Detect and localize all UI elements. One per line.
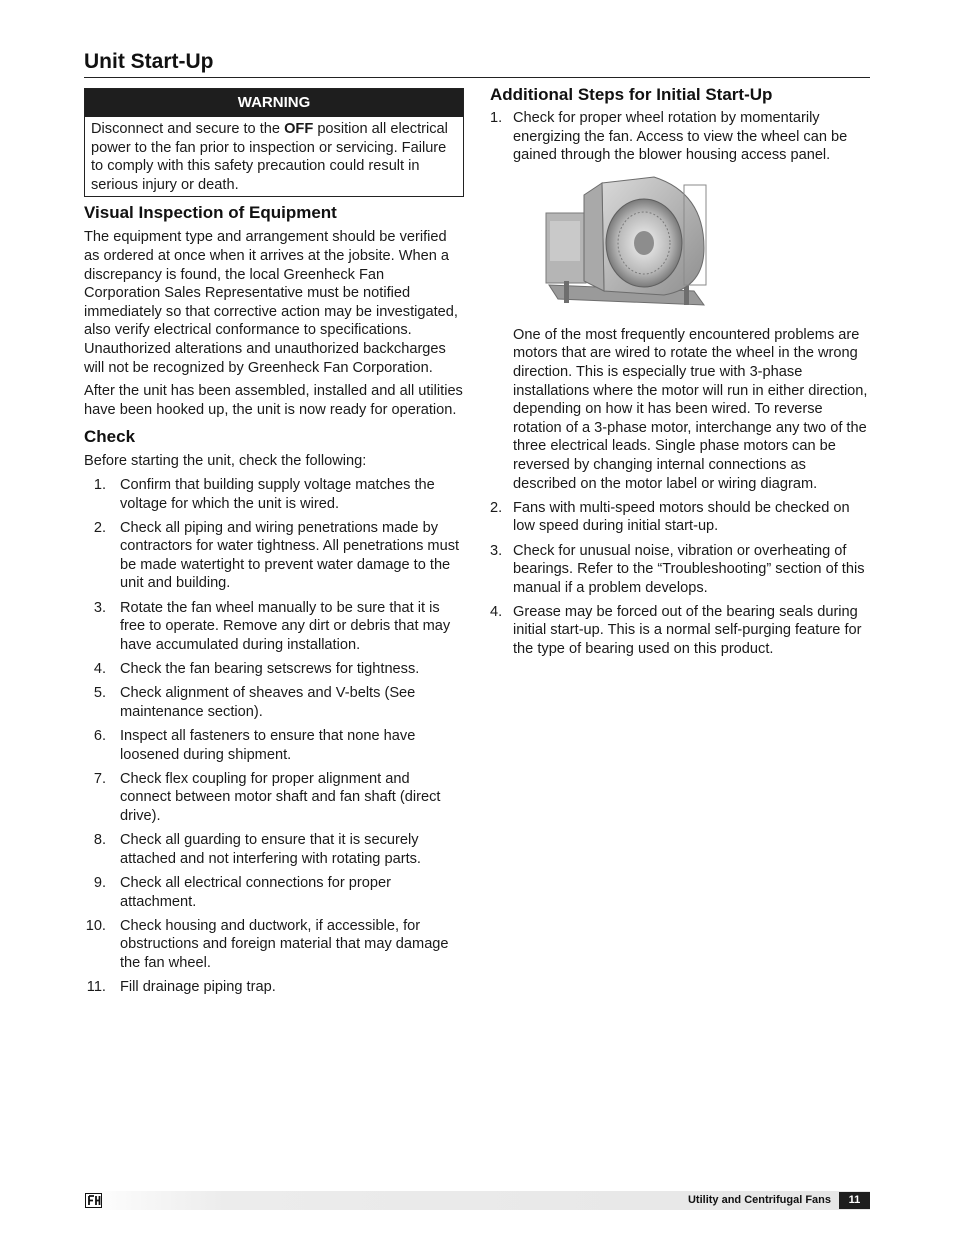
page-number: 11: [839, 1192, 870, 1209]
list-number: 8.: [93, 832, 106, 849]
list-item: [84, 599, 464, 655]
visual-inspection-heading: Visual Inspection of Equipment: [84, 203, 337, 223]
warning-text-part: Disconnect and secure to the: [91, 121, 285, 137]
page-title: Unit Start-Up: [84, 50, 214, 73]
list-number: 9.: [93, 874, 106, 891]
list-number: 1.: [490, 110, 503, 126]
check-list: [84, 476, 464, 997]
greenheck-logo-icon: [85, 1193, 103, 1208]
list-text: Check alignment of sheaves and V-belts (See maintenance section).: [120, 685, 416, 720]
list-text: Check flex coupling for proper alignment and connect between motor shaft and fan shaft (direct drive).: [120, 770, 441, 824]
list-number: 1.: [93, 476, 106, 493]
footer-text: Utility and Centrifugal Fans: [687, 1194, 831, 1206]
list-number: 4.: [490, 603, 503, 620]
list-item: [84, 978, 464, 997]
list-number: 6.: [93, 728, 106, 744]
list-number: 3.: [490, 542, 503, 559]
list-text: Check for unusual noise, vibration or overheating of bearings. Refer to the “Troubleshooting” section of this manual if a problem develops.: [513, 542, 865, 596]
list-item: [490, 542, 870, 598]
list-text: Check all piping and wiring penetrations made by contractors for water tightness. All penetrations must be made watertight to prevent water damage to the unit and building.: [120, 519, 460, 592]
list-number: 5.: [93, 685, 106, 702]
left-column: [84, 88, 464, 1002]
right-column: [490, 84, 870, 664]
list-text: Fill drainage piping trap.: [120, 979, 276, 996]
warning-box: [84, 88, 464, 197]
list-item: [84, 519, 464, 593]
list-item: [84, 917, 464, 973]
list-number: 2.: [93, 519, 106, 536]
list-number: 7.: [93, 770, 106, 787]
centrifugal-fan-image: [544, 173, 714, 313]
list-number: 4.: [93, 661, 106, 678]
list-item: [490, 603, 870, 659]
list-item: [84, 660, 464, 679]
list-item: [84, 727, 464, 764]
warning-off-keyword: OFF: [284, 121, 314, 137]
additional-steps-list: [490, 109, 870, 659]
list-item: [84, 874, 464, 911]
list-text: Check for proper wheel rotation by momentarily energizing the fan. Access to view the wheel can be gained through the blower housing access panel.: [513, 110, 848, 164]
visual-inspection-paragraph: After the unit has been assembled, installed and all utilities have been hooked up, the unit is now ready for operation.: [84, 383, 463, 418]
list-item: [490, 109, 870, 499]
list-number: 11.: [86, 979, 106, 996]
warning-header: WARNING: [85, 89, 463, 117]
list-text: Fans with multi-speed motors should be checked on low speed during initial start-up.: [513, 499, 850, 535]
list-item: [84, 831, 464, 868]
list-number: 2.: [490, 499, 503, 516]
additional-steps-heading: Additional Steps for Initial Start-Up: [490, 85, 773, 104]
warning-text-part: position all electrical power to the fan prior to inspection or servicing. Failure to comply with this safety precaution could result in serious injury or death.: [91, 121, 448, 193]
list-text: Rotate the fan wheel manually to be sure that it is free to operate. Remove any dirt or debris that may have accumulated during installation.: [120, 599, 451, 653]
list-item: [84, 684, 464, 721]
list-number: 3.: [93, 599, 106, 616]
rotation-note-paragraph: One of the most frequently encountered problems are motors that are wired to rotate the wheel in the wrong direction. This is especially true with 3-phase installations where the motor will run in either direction, depending on how it has been wired. To reverse rotation of a 3-phase motor, interchange any two of the three electrical leads. Single phase motors can be reversed by changing internal connections as described on the motor label or wiring diagram.: [513, 326, 868, 492]
list-text: Check the fan bearing setscrews for tightness.: [120, 661, 420, 678]
title-divider: [84, 77, 870, 78]
list-text: Inspect all fasteners to ensure that none have loosened during shipment.: [120, 728, 416, 763]
list-item: [490, 499, 870, 536]
warning-text: [85, 117, 463, 196]
list-text: Check housing and ductwork, if accessible, for obstructions and foreign material that may damage the fan wheel.: [120, 917, 449, 971]
list-item: [84, 476, 464, 513]
check-heading: Check: [84, 427, 136, 447]
list-number: 10.: [85, 917, 106, 934]
list-item: [84, 770, 464, 826]
list-text: Check all electrical connections for proper attachment.: [120, 874, 391, 910]
visual-inspection-paragraph: The equipment type and arrangement should be verified as ordered at once when it arrives at the jobsite. When a discrepancy is found, the local Greenheck Fan Corporation Sales Representative must be notified immediately so that corrective action may be investigated, also verify electrical conformance to specifications. Unauthorized alterations and unauthorized backcharges will not be recognized by Greenheck Fan Corporation.: [84, 229, 458, 376]
list-text: Confirm that building supply voltage matches the voltage for which the unit is wired.: [120, 476, 435, 512]
check-intro: Before starting the unit, check the following:: [84, 453, 367, 470]
list-text: Check all guarding to ensure that it is securely attached and not interfering with rotating parts.: [120, 832, 421, 867]
list-text: Grease may be forced out of the bearing seals during initial start-up. This is a normal self-purging feature for the type of bearing used on this product.: [513, 603, 862, 658]
